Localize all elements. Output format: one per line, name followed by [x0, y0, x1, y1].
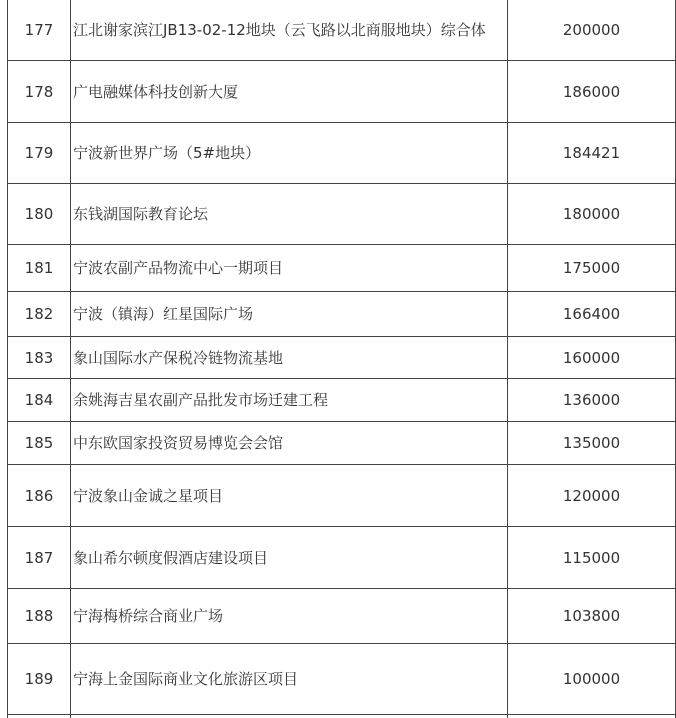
project-table — [7, 0, 676, 718]
table-row-partial — [8, 715, 676, 718]
project-name: 象山希尔顿度假酒店建设项目 — [71, 527, 508, 589]
table-row — [8, 337, 676, 379]
investment-amount-empty — [508, 715, 676, 718]
investment-amount: 160000 — [508, 337, 676, 379]
investment-amount: 103800 — [508, 589, 676, 644]
row-number: 188 — [8, 589, 71, 644]
project-name: 宁波象山金诚之星项目 — [71, 465, 508, 527]
row-number: 185 — [8, 422, 71, 465]
row-number: 183 — [8, 337, 71, 379]
table-row — [8, 422, 676, 465]
row-number: 181 — [8, 245, 71, 292]
row-number: 180 — [8, 184, 71, 245]
row-number-empty — [8, 715, 71, 718]
table-row — [8, 589, 676, 644]
table-row — [8, 527, 676, 589]
row-number: 178 — [8, 61, 71, 123]
investment-amount: 166400 — [508, 292, 676, 337]
project-name: 东钱湖国际教育论坛 — [71, 184, 508, 245]
project-name: 宁波农副产品物流中心一期项目 — [71, 245, 508, 292]
row-number: 179 — [8, 123, 71, 184]
project-name: 广电融媒体科技创新大厦 — [71, 61, 508, 123]
row-number: 189 — [8, 644, 71, 715]
table-row — [8, 245, 676, 292]
table-row — [8, 292, 676, 337]
project-name: 中东欧国家投资贸易博览会会馆 — [71, 422, 508, 465]
row-number: 187 — [8, 527, 71, 589]
investment-amount: 175000 — [508, 245, 676, 292]
table-row — [8, 379, 676, 422]
project-name: 象山国际水产保税冷链物流基地 — [71, 337, 508, 379]
investment-amount: 180000 — [508, 184, 676, 245]
investment-amount: 136000 — [508, 379, 676, 422]
investment-amount: 115000 — [508, 527, 676, 589]
table-row — [8, 465, 676, 527]
table-row — [8, 644, 676, 715]
project-name-empty — [71, 715, 508, 718]
project-name: 宁海梅桥综合商业广场 — [71, 589, 508, 644]
investment-amount: 186000 — [508, 61, 676, 123]
row-number: 184 — [8, 379, 71, 422]
row-number: 177 — [8, 0, 71, 61]
table-row — [8, 184, 676, 245]
table-row — [8, 61, 676, 123]
investment-amount: 200000 — [508, 0, 676, 61]
investment-amount: 184421 — [508, 123, 676, 184]
table-row — [8, 123, 676, 184]
project-name: 宁波新世界广场（5#地块） — [71, 123, 508, 184]
investment-amount: 100000 — [508, 644, 676, 715]
project-name: 宁波（镇海）红星国际广场 — [71, 292, 508, 337]
project-name: 余姚海吉星农副产品批发市场迁建工程 — [71, 379, 508, 422]
project-name: 宁海上金国际商业文化旅游区项目 — [71, 644, 508, 715]
investment-amount: 120000 — [508, 465, 676, 527]
project-name: 江北谢家滨江JB13-02-12地块（云飞路以北商服地块）综合体 — [71, 0, 508, 61]
table-row — [8, 0, 676, 61]
row-number: 182 — [8, 292, 71, 337]
investment-amount: 135000 — [508, 422, 676, 465]
row-number: 186 — [8, 465, 71, 527]
